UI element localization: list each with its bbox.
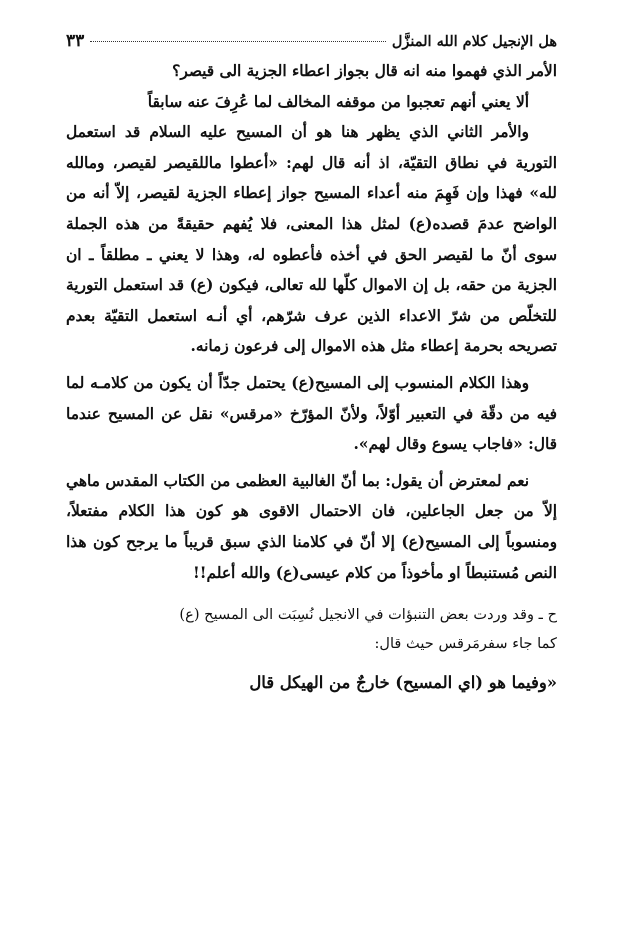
paragraph: والأمر الثاني الذي يظهر هنا هو أن المسيح عليه السلام قد استعمل التورية في نطاق التقيّة، اذ أنه قال لهم: «أعطوا ماللقيصر لقيصر، ومالله لله» فهذا وإن فَهِمَ منه أعداء المسيح جواز إعطاء الجزية لقيصر، إلاّ أنه من الواضح عدمَ قصده(ع) لمثل هذا المعنى، فلا يُفهم حقيقةً من هذه الجملة سوى أنّ ما لقيصر الحق في أخذه فأعطوه له، وهذا لا يعني ـ مطلقاً ـ ان الجزية من حقه، بل إن الاموال كلّها لله تعالى، فيكون (ع) قد استعمل التورية للتخلّص من شرّ الاعداء الذين عرف شرّهم، أي أنـه استعمل التقيّة بعدم تصريحه بحرمة إعطاء مثل هذه الاموال إلى فرعون زمانه. [66, 123, 557, 356]
header-leader-dots [90, 41, 386, 42]
section-note [66, 600, 557, 658]
paragraph: نعم لمعترض أن يقول: بما أنّ الغالبية العظمى من الكتاب المقدس ماهي إلاّ من جعل الجاعلين، فان الاحتمال الاقوى هو كون هذا الكلام مفتعلاً، ومنسوباً إلى المسيح(ع) إلا أنّ في كلامنا الذي سبق قريباً ما يرجح كون هذا النص مُستنبطاً او مأخوذاً من كلام عيسى(ع) والله أعلم!! [66, 471, 557, 582]
note-line: ح ـ وقد وردت بعض التنبؤات في الانجيل نُسِبَت الى المسيح (ع) [179, 606, 557, 624]
book-title: هل الإنجيل كلام الله المنزَّل [391, 33, 557, 50]
paragraph: ألا يعني أنهم تعجبوا من موقفه المخالف لما عُرِفَ عنه سابقاً [147, 92, 529, 111]
running-header [66, 30, 557, 56]
body-text [66, 56, 557, 588]
paragraph: الأمر الذي فهموا منه انه قال بجواز اعطاء الجزية الى قيصر؟ [172, 62, 557, 80]
paragraph: وهذا الكلام المنسوب إلى المسيح(ع) يحتمل جدّاً أن يكون من كلامـه لما فيه من دقّة في التعبير أوّلاً، ولأنّ المؤرّخ «مرقس» نقل عن المسيح عندما قال: «فاجاب يسوع وقال لهم». [66, 373, 557, 454]
book-page [66, 30, 557, 925]
quote-start: «وفيما هو (اي المسيح) خارجٌ من الهيكل قال [249, 673, 557, 693]
page-number: ٣٣ [66, 31, 85, 51]
note-line: كما جاء سفرمَرقس حيث قال: [374, 635, 557, 653]
